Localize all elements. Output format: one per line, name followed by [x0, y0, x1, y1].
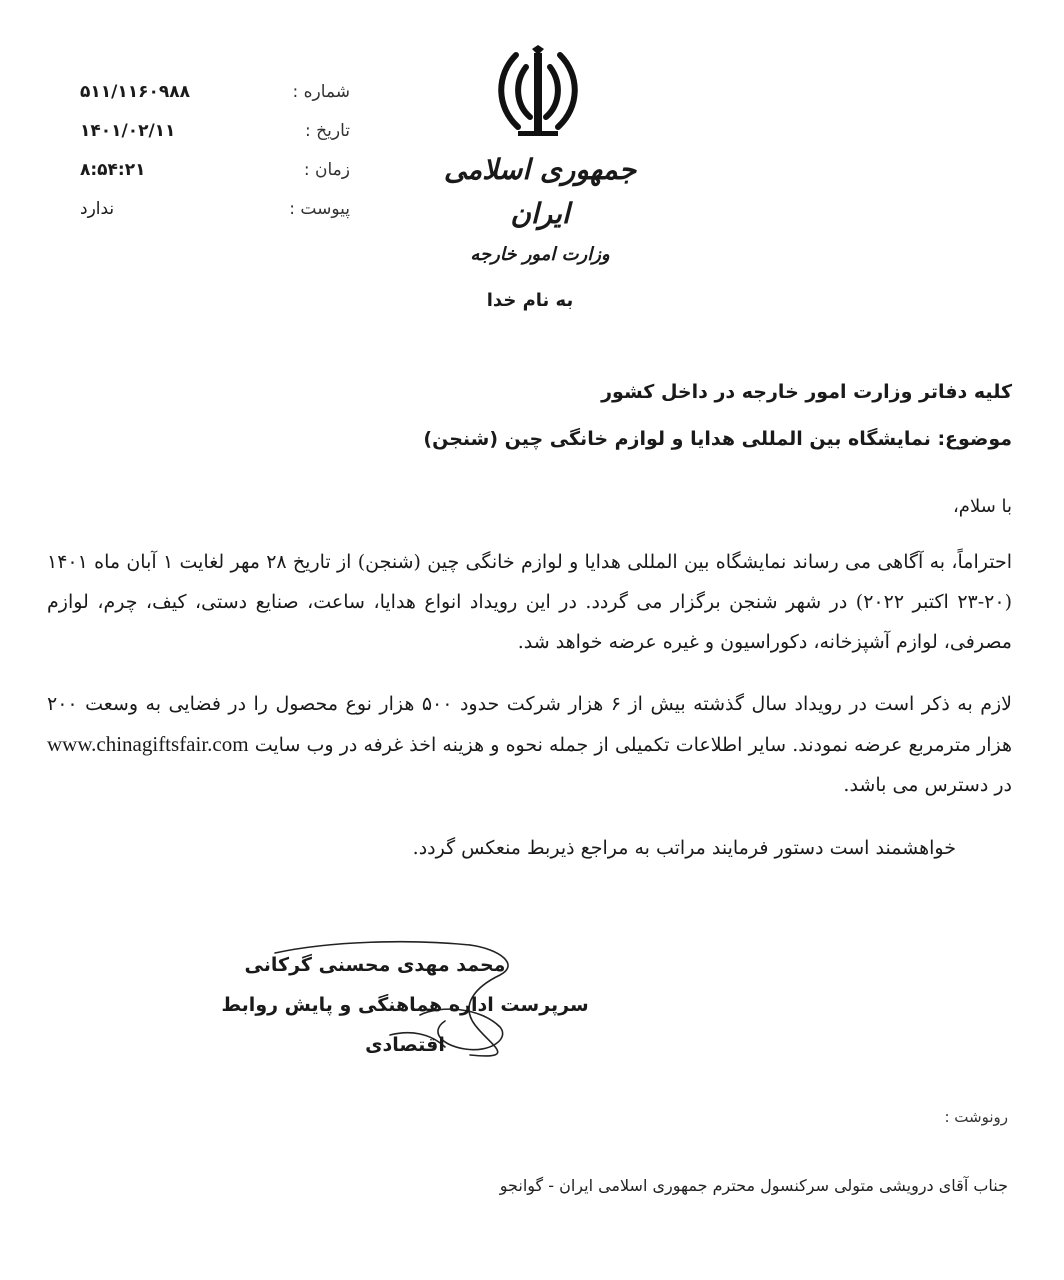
meta-time	[80, 160, 350, 199]
meta-number	[80, 82, 350, 121]
website-link[interactable]: www.chinagiftsfair.com	[47, 732, 249, 756]
time-value: ۸:۵۴:۲۱	[80, 160, 146, 180]
signatory-title: سرپرست اداره هماهنگی و پایش روابط اقتصادی	[221, 994, 589, 1056]
addressee: کلیه دفاتر وزارت امور خارجه در داخل کشور	[601, 381, 1012, 403]
iran-emblem-icon	[488, 45, 588, 140]
cc-recipient: جناب آقای درویشی متولی سرکنسول محترم جمهوری اسلامی ایران - گوانجو	[499, 1176, 1008, 1195]
masthead-country: جمهوری اسلامی ایران	[443, 153, 637, 230]
cc-label: رونوشت :	[944, 1108, 1008, 1126]
meta-date	[80, 121, 350, 160]
signatory-name: محمد مهدی محسنی گرکانی	[244, 954, 506, 976]
body-paragraph-2-end: در دسترس می باشد.	[843, 774, 1012, 796]
greeting: با سلام،	[953, 496, 1012, 517]
date-value: ۱۴۰۱/۰۲/۱۱	[80, 121, 176, 141]
masthead-ministry: وزارت امور خارجه	[470, 244, 610, 265]
attachment-label: پیوست :	[289, 199, 350, 219]
body-paragraph-1: احتراماً، به آگاهی می رساند نمایشگاه بین المللی هدایا و لوازم خانگی چین (شنجن) از تاریخ ۲۸ مهر لغایت ۱ آبان ماه ۱۴۰۱ (۲۰-۲۳ اکتبر ۲۰۲۲) در شهر شنجن برگزار می گردد. در این رویداد انواع هدایا، ساعت، صنایع دستی، کیف، چرم، لوازم مصرفی، لوازم آشپزخانه، دکوراسیون و غیره عرضه خواهد شد.	[47, 551, 1012, 653]
number-value: ۵۱۱/۱۱۶۰۹۸۸	[80, 82, 190, 102]
number-label: شماره :	[292, 82, 350, 102]
time-label: زمان :	[303, 160, 350, 180]
body-paragraph-2	[47, 684, 1012, 805]
body-paragraph-2-start: لازم به ذکر است در رویداد سال گذشته بیش از ۶ هزار شرکت حدود ۵۰۰ هزار نوع محصول را در فضایی به وسعت ۲۰۰ هزار مترمربع عرضه نمودند. سایر اطلاعات تکمیلی از جمله نحوه و هزینه اخذ غرفه در وب سایت	[47, 693, 1012, 756]
masthead	[420, 148, 660, 270]
letter-meta	[80, 82, 350, 238]
body-paragraph-3: خواهشمند است دستور فرمایند مراتب به مراجع ذیربط منعکس گردد.	[412, 837, 956, 859]
basmala: به نام خدا	[486, 290, 574, 311]
date-label: تاریخ :	[305, 121, 350, 141]
signature-block	[190, 945, 620, 1065]
meta-attachment	[80, 199, 350, 238]
attachment-value: ندارد	[80, 199, 115, 219]
subject: موضوع: نمایشگاه بین المللی هدایا و لوازم خانگی چین (شنجن)	[423, 428, 1012, 450]
